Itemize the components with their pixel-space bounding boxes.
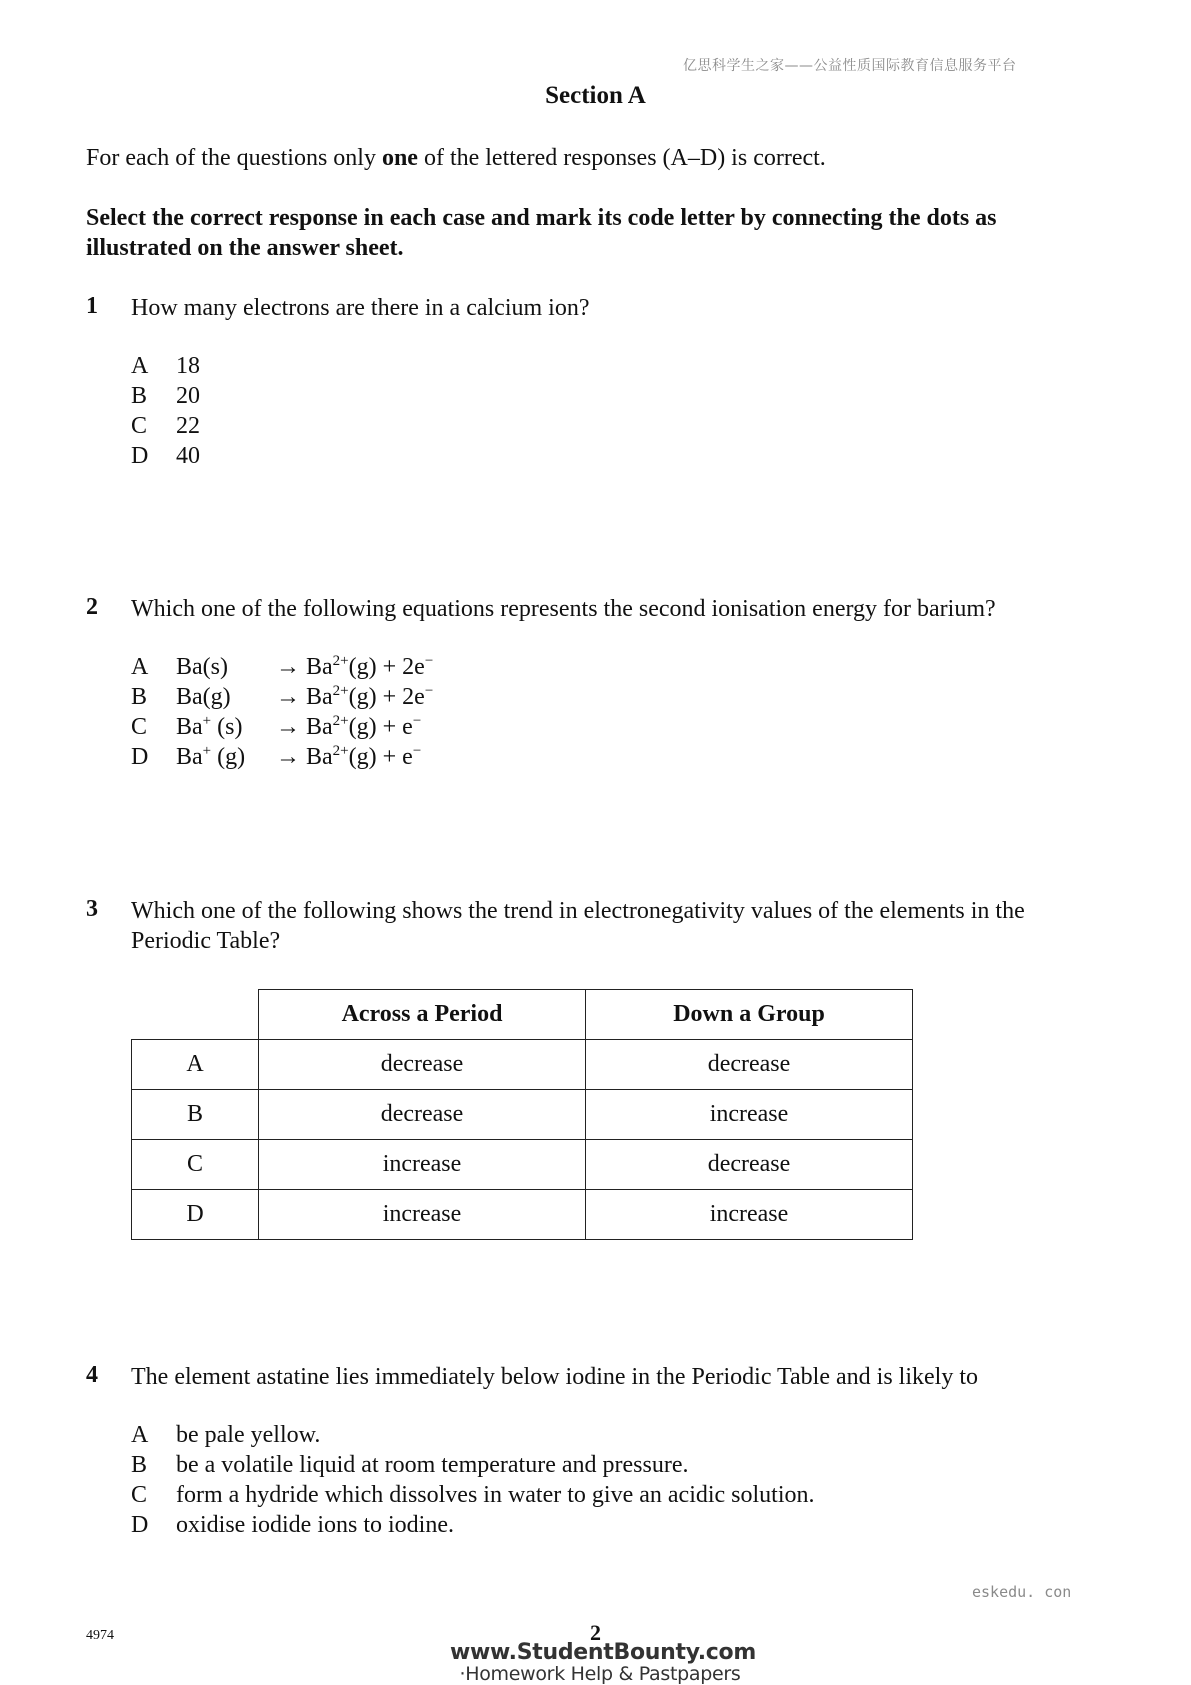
question-number-1: 1	[86, 293, 98, 319]
instructions-bold-line1: Select the correct response in each case and mark its code letter by connecting the dots as	[86, 205, 997, 231]
q2-option-reactant: Ba(s)	[176, 654, 228, 680]
product-base: Ba	[306, 654, 333, 680]
q4-option-letter: D	[131, 1512, 149, 1538]
table-row-letter: C	[132, 1140, 259, 1190]
question-text-2: Which one of the following equations represents the second ionisation energy for barium?	[131, 596, 996, 622]
product-rest: (g) + e	[348, 744, 413, 770]
studentbounty-logo	[450, 1640, 756, 1685]
q2-option-reactant	[176, 714, 242, 741]
reactant-charge: +	[202, 743, 212, 759]
arrow-icon: →	[276, 684, 300, 710]
q2-option-product	[276, 744, 421, 771]
product-rest: (g) + 2e	[348, 654, 425, 680]
q2-option-letter: B	[131, 684, 148, 710]
q1-option-letter: B	[131, 383, 148, 409]
q2-option-product	[276, 714, 421, 741]
q2-option-product	[276, 654, 433, 681]
q1-option-text: 20	[176, 383, 200, 409]
q4-option-letter: B	[131, 1452, 148, 1478]
table-row	[132, 1190, 913, 1240]
table-row	[132, 1040, 913, 1090]
q1-option-text: 22	[176, 413, 200, 439]
electron-charge: −	[424, 683, 434, 699]
header-watermark: 亿思科学生之家——公益性质国际教育信息服务平台	[683, 58, 1017, 74]
reactant-rest: (g)	[211, 744, 246, 770]
q1-option-letter: C	[131, 413, 148, 439]
question-text-4: The element astatine lies immediately below iodine in the Periodic Table and is likely to	[131, 1364, 978, 1390]
q2-option-reactant: Ba(g)	[176, 684, 231, 710]
q4-option-text: be pale yellow.	[176, 1422, 321, 1448]
q1-option-letter: A	[131, 353, 149, 379]
instructions-bold-one: one	[381, 145, 418, 171]
logo-line1: www.StudentBounty.com	[450, 1640, 756, 1665]
table-cell-group: increase	[586, 1090, 913, 1140]
product-rest: (g) + 2e	[348, 684, 425, 710]
question-number-2: 2	[86, 594, 98, 620]
q2-option-letter: D	[131, 744, 149, 770]
product-base: Ba	[306, 714, 333, 740]
table-row-letter: A	[132, 1040, 259, 1090]
instructions-line	[86, 143, 826, 173]
product-charge: 2+	[332, 743, 349, 759]
product-base: Ba	[306, 684, 333, 710]
table-cell-group: decrease	[586, 1140, 913, 1190]
table-corner-cell	[132, 990, 259, 1040]
reactant-charge: +	[202, 713, 212, 729]
q1-option-text: 40	[176, 443, 200, 469]
table-cell-period: decrease	[259, 1090, 586, 1140]
q4-option-text: form a hydride which dissolves in water to give an acidic solution.	[176, 1482, 815, 1508]
table-cell-group: increase	[586, 1190, 913, 1240]
table-header-row	[132, 990, 913, 1040]
q4-option-letter: C	[131, 1482, 148, 1508]
instructions-bold-line2: illustrated on the answer sheet.	[86, 235, 404, 261]
arrow-icon: →	[276, 744, 300, 770]
table-cell-group: decrease	[586, 1040, 913, 1090]
table-header-cell: Down a Group	[586, 990, 913, 1040]
q2-option-reactant	[176, 744, 245, 771]
electron-charge: −	[412, 743, 422, 759]
instructions-post: of the lettered responses (A–D) is correct.	[417, 145, 826, 171]
q1-option-text: 18	[176, 353, 200, 379]
footer-watermark: eskedu. con	[972, 1583, 1072, 1601]
table-row	[132, 1090, 913, 1140]
logo-line2: ·Homework Help & Pastpapers	[459, 1663, 741, 1685]
table-cell-period: increase	[259, 1140, 586, 1190]
product-base: Ba	[306, 744, 333, 770]
product-charge: 2+	[332, 713, 349, 729]
arrow-icon: →	[276, 714, 300, 740]
arrow-icon: →	[276, 654, 300, 680]
electronegativity-table	[131, 989, 913, 1240]
reactant-rest: (s)	[211, 714, 243, 740]
q2-option-letter: C	[131, 714, 148, 740]
paper-code: 4974	[86, 1628, 114, 1643]
q4-option-text: be a volatile liquid at room temperature and pressure.	[176, 1452, 689, 1478]
q1-option-letter: D	[131, 443, 149, 469]
table-row-letter: D	[132, 1190, 259, 1240]
q2-option-product	[276, 684, 433, 711]
table-row	[132, 1140, 913, 1190]
question-text-3-line2: Periodic Table?	[131, 928, 281, 954]
product-charge: 2+	[332, 683, 349, 699]
question-text-1: How many electrons are there in a calcium ion?	[131, 295, 590, 321]
question-number-4: 4	[86, 1362, 98, 1388]
product-charge: 2+	[332, 653, 349, 669]
section-title: Section A	[545, 82, 646, 109]
reactant-base: Ba	[176, 714, 203, 740]
q2-option-letter: A	[131, 654, 149, 680]
page-number: 2	[590, 1620, 601, 1645]
table-header-cell: Across a Period	[259, 990, 586, 1040]
table-row-letter: B	[132, 1090, 259, 1140]
question-text-3-line1: Which one of the following shows the trend in electronegativity values of the elements in the	[131, 898, 1025, 924]
reactant-base: Ba	[176, 744, 203, 770]
instructions-pre: For each of the questions only	[86, 145, 382, 171]
question-number-3: 3	[86, 896, 98, 922]
table-cell-period: increase	[259, 1190, 586, 1240]
product-rest: (g) + e	[348, 714, 413, 740]
table-cell-period: decrease	[259, 1040, 586, 1090]
electron-charge: −	[412, 713, 422, 729]
q4-option-letter: A	[131, 1422, 149, 1448]
q4-option-text: oxidise iodide ions to iodine.	[176, 1512, 454, 1538]
electron-charge: −	[424, 653, 434, 669]
